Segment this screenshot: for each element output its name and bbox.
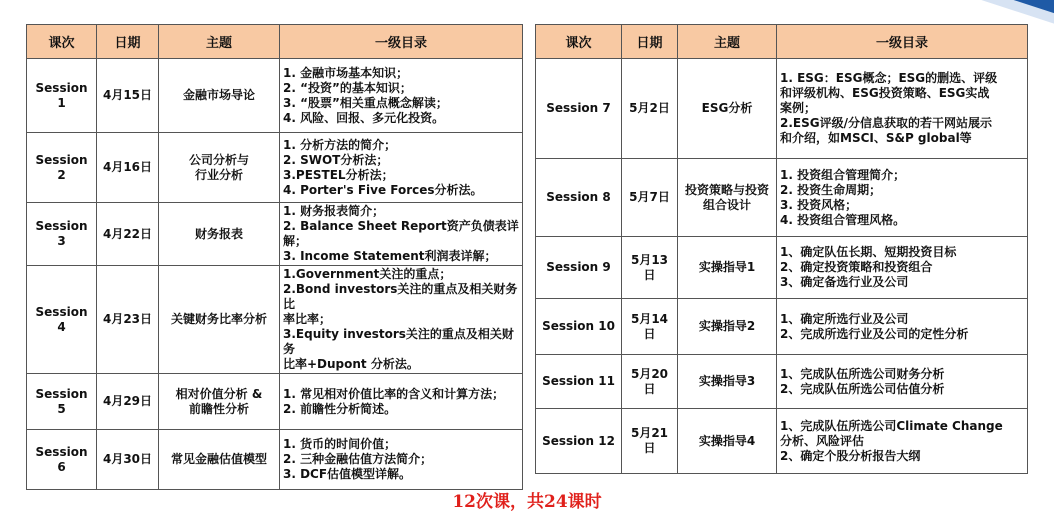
outline-line: 2.ESG评级/分信息获取的若干网站展示 [780, 116, 992, 130]
outline-line: 2. “投资”的基本知识； [283, 80, 412, 95]
outline-line: 2. 三种金融估值方法简介； [283, 452, 433, 466]
outline-line: 1. 货币的时间价值； [283, 437, 397, 451]
date-cell: 5月13日 [622, 237, 678, 299]
topic-line: 公司分析与 [188, 152, 249, 167]
outline-line: 分析、风险评估 [780, 433, 865, 448]
table-row [536, 59, 1028, 159]
date-cell: 5月7日 [622, 159, 678, 237]
course-summary: 12次课，共24课时 [452, 492, 602, 512]
session-cell: Session 8 [536, 159, 622, 237]
header-topic: 主题 [159, 25, 280, 59]
table-row [536, 159, 1028, 237]
outline-cell [777, 299, 1028, 355]
date-cell: 4月23日 [97, 266, 159, 374]
outline-line: 2、确定个股分析报告大纲 [780, 448, 921, 463]
topic-line: 投资策略与投资 [684, 182, 769, 197]
session-cell: Session 1 [27, 59, 97, 133]
header-session: 课次 [536, 25, 622, 59]
topic-line: 相对价值分析 & [175, 386, 263, 401]
table-row [536, 409, 1028, 474]
table-row [27, 133, 523, 203]
topic-cell [159, 133, 280, 203]
session-cell: Session 3 [27, 203, 97, 266]
outline-line: 3. DCF估值模型详解。 [283, 467, 412, 481]
outline-line: 1. 投资组合管理简介； [780, 167, 906, 182]
outline-cell [280, 374, 523, 430]
outline-cell [280, 203, 523, 266]
topic-cell [678, 159, 777, 237]
session-cell: Session 5 [27, 374, 97, 430]
topic-line: 关键财务比率分析 [170, 312, 267, 326]
outline-line: 3.PESTEL分析法； [283, 167, 394, 182]
topic-line: 组合设计 [702, 197, 751, 212]
outline-line: 1、确定队伍长期、短期投资目标 [780, 245, 957, 259]
date-cell: 5月14日 [622, 299, 678, 355]
outline-line: 2. SWOT分析法； [283, 152, 389, 167]
topic-cell [678, 59, 777, 159]
session-cell: Session 11 [536, 355, 622, 409]
topic-cell [159, 374, 280, 430]
session-cell: Session 10 [536, 299, 622, 355]
topic-cell [678, 355, 777, 409]
session-cell: Session 7 [536, 59, 622, 159]
outline-line: 比率+Dupont 分析法。 [283, 357, 419, 371]
outline-line: 3. 投资风格； [780, 197, 858, 212]
topic-cell [159, 266, 280, 374]
outline-cell [280, 430, 523, 490]
topic-line: 常见金融估值模型 [170, 452, 267, 466]
table-row [27, 266, 523, 374]
outline-line: 1、完成队伍所选公司财务分析 [780, 366, 945, 381]
outline-line: 3、确定备选行业及公司 [780, 275, 909, 289]
outline-line: 1. 分析方法的简介； [283, 137, 397, 152]
outline-cell [280, 133, 523, 203]
outline-cell [777, 159, 1028, 237]
outline-line: 和介绍，如MSCI、S&P global等 [780, 131, 972, 145]
outline-line: 1. ESG：ESG概念；ESG的删选、评级 [780, 71, 998, 85]
topic-line: ESG分析 [701, 101, 753, 115]
outline-line: 3. “股票”相关重点概念解读； [283, 95, 448, 110]
outline-line: 3. Income Statement利润表详解； [283, 249, 497, 263]
topic-cell [159, 430, 280, 490]
outline-line: 1.Government关注的重点； [283, 267, 452, 281]
header-session: 课次 [27, 25, 97, 59]
header-row [27, 25, 523, 59]
topic-line: 实操指导1 [698, 260, 756, 274]
outline-line: 2.Bond investors关注的重点及相关财务比 [283, 282, 518, 311]
outline-line: 2、完成队伍所选公司估值分析 [780, 381, 945, 396]
topic-line: 实操指导2 [698, 319, 756, 333]
outline-cell [280, 266, 523, 374]
session-cell: Session 6 [27, 430, 97, 490]
session-cell: Session 4 [27, 266, 97, 374]
outline-cell [777, 355, 1028, 409]
table-row [536, 355, 1028, 409]
schedule-table-left [26, 24, 523, 490]
outline-cell [777, 59, 1028, 159]
topic-line: 行业分析 [194, 167, 243, 182]
date-cell: 4月30日 [97, 430, 159, 490]
outline-line: 2、完成所选行业及公司的定性分析 [780, 326, 969, 341]
date-cell: 5月2日 [622, 59, 678, 159]
header-row [536, 25, 1028, 59]
outline-line: 2. Balance Sheet Report资产负债表详解； [283, 219, 519, 248]
date-cell: 4月16日 [97, 133, 159, 203]
header-outline: 一级目录 [777, 25, 1028, 59]
outline-line: 案例； [780, 101, 817, 115]
date-cell: 4月15日 [97, 59, 159, 133]
topic-line: 财务报表 [194, 226, 243, 241]
topic-line: 前瞻性分析 [188, 401, 249, 416]
table-row [27, 374, 523, 430]
session-cell: Session 2 [27, 133, 97, 203]
outline-line: 1、确定所选行业及公司 [780, 311, 909, 326]
outline-cell [777, 237, 1028, 299]
outline-line: 和评级机构、ESG投资策略、ESG实战 [780, 86, 990, 100]
header-date: 日期 [97, 25, 159, 59]
table-row [27, 430, 523, 490]
session-cell: Session 12 [536, 409, 622, 474]
outline-line: 2. 前瞻性分析简述。 [283, 401, 397, 416]
outline-line: 2. 投资生命周期； [780, 182, 882, 197]
topic-cell [678, 409, 777, 474]
outline-line: 1. 财务报表简介； [283, 204, 385, 218]
session-cell: Session 9 [536, 237, 622, 299]
header-outline: 一级目录 [280, 25, 523, 59]
outline-line: 1、完成队伍所选公司Climate Change [780, 418, 1003, 433]
outline-line: 1. 金融市场基本知识； [283, 65, 409, 80]
header-topic: 主题 [678, 25, 777, 59]
outline-cell [280, 59, 523, 133]
table-row [536, 237, 1028, 299]
topic-line: 实操指导3 [698, 374, 756, 388]
date-cell: 5月20日 [622, 355, 678, 409]
header-date: 日期 [622, 25, 678, 59]
outline-line: 2、确定投资策略和投资组合 [780, 260, 933, 274]
date-cell: 4月29日 [97, 374, 159, 430]
table-row [27, 59, 523, 133]
topic-line: 实操指导4 [698, 433, 756, 448]
topic-cell [159, 59, 280, 133]
date-cell: 4月22日 [97, 203, 159, 266]
table-row [27, 203, 523, 266]
topic-cell [159, 203, 280, 266]
topic-cell [678, 299, 777, 355]
outline-line: 1. 常见相对价值比率的含义和计算方法； [283, 386, 505, 401]
schedule-table-right [535, 24, 1028, 474]
table-row [536, 299, 1028, 355]
outline-line: 4. 风险、回报、多元化投资。 [283, 110, 445, 125]
outline-cell [777, 409, 1028, 474]
topic-line: 金融市场导论 [182, 88, 255, 102]
outline-line: 4. Porter's Five Forces分析法。 [283, 182, 483, 197]
outline-line: 4. 投资组合管理风格。 [780, 212, 906, 227]
date-cell: 5月21日 [622, 409, 678, 474]
outline-line: 3.Equity investors关注的重点及相关财务 [283, 327, 514, 356]
topic-cell [678, 237, 777, 299]
outline-line: 率比率； [283, 312, 332, 326]
